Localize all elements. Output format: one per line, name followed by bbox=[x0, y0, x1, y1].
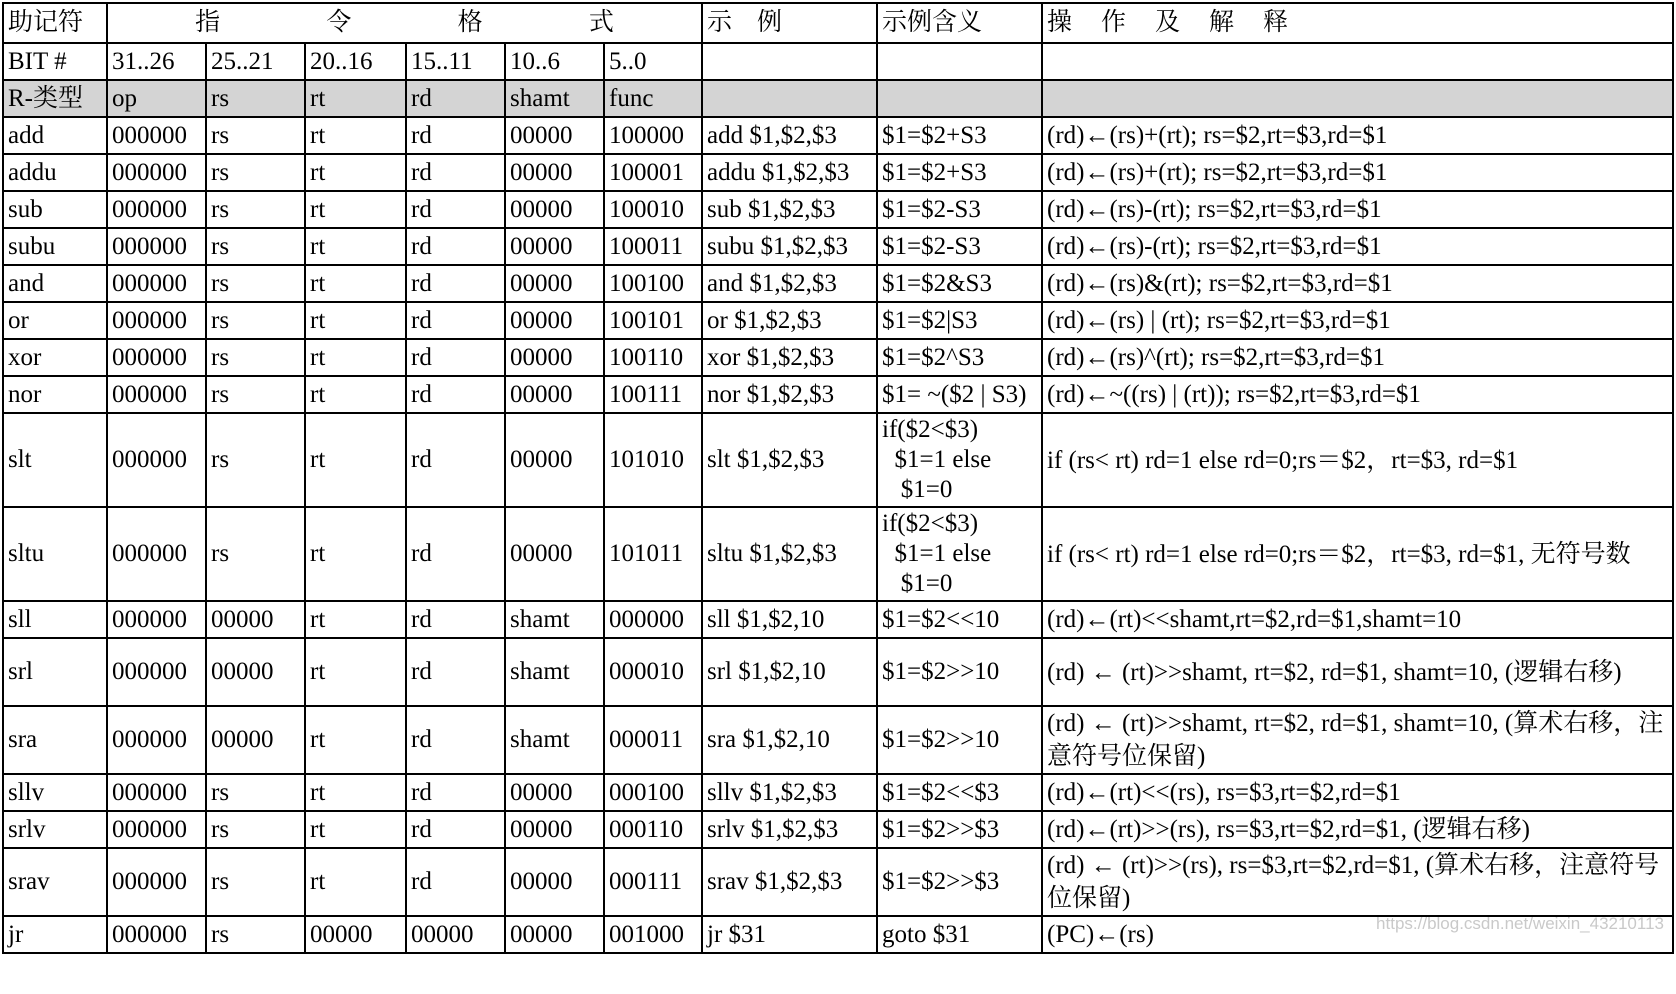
instruction-row-cell: 000000 bbox=[107, 706, 206, 774]
instruction-row-cell: 000000 bbox=[107, 191, 206, 228]
bit-range-row-cell: BIT # bbox=[3, 43, 107, 80]
instruction-row-cell: $1=$2&S3 bbox=[877, 265, 1042, 302]
instruction-row-cell: srav $1,$2,$3 bbox=[702, 848, 877, 916]
instruction-row-cell: rs bbox=[206, 117, 305, 154]
instruction-row-cell: rt bbox=[305, 601, 406, 638]
instruction-row-cell: 101010 bbox=[604, 413, 702, 507]
instruction-row-cell: $1=$2<<$3 bbox=[877, 774, 1042, 811]
instruction-row-cell: 100100 bbox=[604, 265, 702, 302]
instruction-row-cell: 000000 bbox=[107, 848, 206, 916]
instruction-row-cell: subu $1,$2,$3 bbox=[702, 228, 877, 265]
instruction-row-cell: 00000 bbox=[505, 811, 604, 848]
r-type-row-cell: rs bbox=[206, 80, 305, 117]
instruction-row-cell: sub $1,$2,$3 bbox=[702, 191, 877, 228]
header-meaning: 示例含义 bbox=[877, 3, 1042, 43]
bit-range-row-cell bbox=[1042, 43, 1673, 80]
instruction-row-cell: slt bbox=[3, 413, 107, 507]
instruction-row-cell: 000000 bbox=[107, 413, 206, 507]
instruction-row-cell: rs bbox=[206, 154, 305, 191]
instruction-row-cell: if($2<$3) $1=1 else $1=0 bbox=[877, 507, 1042, 601]
header-format-char: 式 bbox=[588, 9, 614, 36]
instruction-row-cell: $1=$2|S3 bbox=[877, 302, 1042, 339]
instruction-row-cell: (PC)←(rs) bbox=[1042, 916, 1673, 953]
instruction-row-cell: 000000 bbox=[107, 601, 206, 638]
instruction-row-cell: 00000 bbox=[505, 191, 604, 228]
instruction-row-cell: rt bbox=[305, 228, 406, 265]
instruction-row-cell: 00000 bbox=[505, 413, 604, 507]
instruction-row-cell: (rd)←(rs)-(rt); rs=$2,rt=$3,rd=$1 bbox=[1042, 191, 1673, 228]
instruction-row bbox=[3, 507, 1673, 601]
instruction-row bbox=[3, 848, 1673, 916]
instruction-row-cell: (rd)←(rt)<<(rs), rs=$3,rt=$2,rd=$1 bbox=[1042, 774, 1673, 811]
instruction-row bbox=[3, 191, 1673, 228]
instruction-row-cell: rd bbox=[406, 848, 505, 916]
instruction-row bbox=[3, 339, 1673, 376]
instruction-row-cell: (rd)←(rs)+(rt); rs=$2,rt=$3,rd=$1 bbox=[1042, 117, 1673, 154]
instruction-row-cell: (rd)←(rt)>>(rs), rs=$3,rt=$2,rd=$1, (逻辑右移) bbox=[1042, 811, 1673, 848]
instruction-row-cell: xor $1,$2,$3 bbox=[702, 339, 877, 376]
instruction-row-cell: (rd)←(rs)-(rt); rs=$2,rt=$3,rd=$1 bbox=[1042, 228, 1673, 265]
instruction-row bbox=[3, 376, 1673, 413]
bit-range-row-cell: 5..0 bbox=[604, 43, 702, 80]
instruction-row-cell: 000000 bbox=[107, 265, 206, 302]
instruction-row-cell: subu bbox=[3, 228, 107, 265]
instruction-row-cell: 00000 bbox=[505, 916, 604, 953]
instruction-row-cell: 000000 bbox=[107, 811, 206, 848]
instruction-row-cell: slt $1,$2,$3 bbox=[702, 413, 877, 507]
instruction-row-cell: 000110 bbox=[604, 811, 702, 848]
instruction-row-cell: 000000 bbox=[107, 228, 206, 265]
instruction-row-cell: 000111 bbox=[604, 848, 702, 916]
instruction-row-cell: 00000 bbox=[505, 507, 604, 601]
header-format-char: 格 bbox=[457, 9, 483, 36]
instruction-row-cell: rs bbox=[206, 848, 305, 916]
header-row bbox=[3, 3, 1673, 43]
instruction-row-cell: sllv bbox=[3, 774, 107, 811]
instruction-row-cell: rd bbox=[406, 706, 505, 774]
instruction-row-cell: 00000 bbox=[505, 376, 604, 413]
instruction-row-cell: $1=$2>>$3 bbox=[877, 848, 1042, 916]
instruction-row-cell: 00000 bbox=[505, 228, 604, 265]
bit-range-row-cell: 25..21 bbox=[206, 43, 305, 80]
instruction-row-cell: 000000 bbox=[107, 154, 206, 191]
instruction-row-cell: if (rs< rt) rd=1 else rd=0;rs＝$2，rt=$3, rd=$1, 无符号数 bbox=[1042, 507, 1673, 601]
instruction-row-cell: 000000 bbox=[107, 507, 206, 601]
instruction-row-cell: srl bbox=[3, 638, 107, 706]
instruction-row-cell: 00000 bbox=[505, 339, 604, 376]
instruction-row-cell: and bbox=[3, 265, 107, 302]
instruction-row-cell: 000000 bbox=[107, 339, 206, 376]
instruction-row-cell: sltu bbox=[3, 507, 107, 601]
instruction-row-cell: sub bbox=[3, 191, 107, 228]
instruction-row-cell: addu bbox=[3, 154, 107, 191]
instruction-row-cell: rt bbox=[305, 413, 406, 507]
instruction-row-cell: rd bbox=[406, 811, 505, 848]
instruction-row-cell: 100001 bbox=[604, 154, 702, 191]
instruction-row-cell: 00000 bbox=[505, 117, 604, 154]
instruction-row-cell: rt bbox=[305, 302, 406, 339]
instruction-row-cell: 000000 bbox=[107, 638, 206, 706]
instruction-row-cell: $1=$2^S3 bbox=[877, 339, 1042, 376]
instruction-row-cell: (rd)←(rs)&(rt); rs=$2,rt=$3,rd=$1 bbox=[1042, 265, 1673, 302]
instruction-row bbox=[3, 117, 1673, 154]
instruction-row-cell: sllv $1,$2,$3 bbox=[702, 774, 877, 811]
instruction-row-cell: jr $31 bbox=[702, 916, 877, 953]
instruction-row bbox=[3, 601, 1673, 638]
instruction-row-cell: rt bbox=[305, 265, 406, 302]
instruction-row-cell: rt bbox=[305, 339, 406, 376]
bit-range-row-cell: 31..26 bbox=[107, 43, 206, 80]
instruction-row-cell: 00000 bbox=[206, 638, 305, 706]
instruction-row-cell: 00000 bbox=[505, 302, 604, 339]
instruction-row-cell: sra $1,$2,10 bbox=[702, 706, 877, 774]
instruction-row-cell: rt bbox=[305, 191, 406, 228]
instruction-row-cell: rs bbox=[206, 507, 305, 601]
bit-range-row-cell bbox=[877, 43, 1042, 80]
instruction-row-cell: rd bbox=[406, 774, 505, 811]
r-type-row-cell: rd bbox=[406, 80, 505, 117]
instruction-row-cell: rs bbox=[206, 774, 305, 811]
r-type-row-cell: rt bbox=[305, 80, 406, 117]
instruction-row-cell: 00000 bbox=[305, 916, 406, 953]
instruction-row-cell: or $1,$2,$3 bbox=[702, 302, 877, 339]
instruction-row-cell: rd bbox=[406, 228, 505, 265]
instruction-row-cell: 00000 bbox=[406, 916, 505, 953]
instruction-row-cell: srlv bbox=[3, 811, 107, 848]
header-instruction-format bbox=[107, 3, 702, 43]
r-type-row-cell: func bbox=[604, 80, 702, 117]
instruction-row-cell: 00000 bbox=[505, 265, 604, 302]
instruction-row-cell: 000000 bbox=[107, 774, 206, 811]
instruction-row bbox=[3, 228, 1673, 265]
instruction-row-cell: 000011 bbox=[604, 706, 702, 774]
instruction-row-cell: sll $1,$2,10 bbox=[702, 601, 877, 638]
header-format-char: 令 bbox=[326, 9, 352, 36]
instruction-row-cell: $1=$2-S3 bbox=[877, 228, 1042, 265]
instruction-row-cell: 001000 bbox=[604, 916, 702, 953]
instruction-row-cell: add bbox=[3, 117, 107, 154]
r-type-row-cell: op bbox=[107, 80, 206, 117]
instruction-row-cell: $1=$2>>10 bbox=[877, 706, 1042, 774]
instruction-row bbox=[3, 265, 1673, 302]
instruction-row-cell: 00000 bbox=[505, 848, 604, 916]
instruction-row-cell: or bbox=[3, 302, 107, 339]
instruction-row-cell: addu $1,$2,$3 bbox=[702, 154, 877, 191]
instruction-row-cell: srav bbox=[3, 848, 107, 916]
instruction-row-cell: (rd)←(rs)+(rt); rs=$2,rt=$3,rd=$1 bbox=[1042, 154, 1673, 191]
instruction-row-cell: rd bbox=[406, 376, 505, 413]
instruction-row-cell: rt bbox=[305, 811, 406, 848]
instruction-row-cell: 101011 bbox=[604, 507, 702, 601]
header-mnemonic: 助记符 bbox=[3, 3, 107, 43]
instruction-row-cell: rd bbox=[406, 638, 505, 706]
instruction-row bbox=[3, 413, 1673, 507]
bit-range-row-cell bbox=[702, 43, 877, 80]
instruction-row bbox=[3, 302, 1673, 339]
instruction-row-cell: srl $1,$2,10 bbox=[702, 638, 877, 706]
instruction-row-cell: rd bbox=[406, 601, 505, 638]
instruction-row bbox=[3, 154, 1673, 191]
instruction-row-cell: rs bbox=[206, 265, 305, 302]
instruction-row-cell: 000000 bbox=[604, 601, 702, 638]
instruction-row-cell: rt bbox=[305, 774, 406, 811]
instruction-row-cell: nor bbox=[3, 376, 107, 413]
instruction-row-cell: rs bbox=[206, 376, 305, 413]
instruction-row bbox=[3, 706, 1673, 774]
instruction-row-cell: rs bbox=[206, 413, 305, 507]
instruction-row-cell: sll bbox=[3, 601, 107, 638]
instruction-row bbox=[3, 774, 1673, 811]
instruction-row-cell: 00000 bbox=[505, 774, 604, 811]
r-type-row-cell: shamt bbox=[505, 80, 604, 117]
header-format-char: 指 bbox=[195, 9, 221, 36]
instruction-row bbox=[3, 638, 1673, 706]
instruction-row-cell: (rd)←(rt)<<shamt,rt=$2,rd=$1,shamt=10 bbox=[1042, 601, 1673, 638]
instruction-row-cell: rs bbox=[206, 228, 305, 265]
instruction-row-cell: srlv $1,$2,$3 bbox=[702, 811, 877, 848]
bit-range-row-cell: 20..16 bbox=[305, 43, 406, 80]
instruction-row-cell: (rd) ← (rt)>>(rs), rs=$3,rt=$2,rd=$1, (算术右移，注意符号位保留) bbox=[1042, 848, 1673, 916]
instruction-row-cell: 00000 bbox=[206, 706, 305, 774]
bit-range-row bbox=[3, 43, 1673, 80]
instruction-row-cell: (rd) ← (rt)>>shamt, rt=$2, rd=$1, shamt=10, (算术右移，注意符号位保留) bbox=[1042, 706, 1673, 774]
bit-range-row-cell: 15..11 bbox=[406, 43, 505, 80]
instruction-row-cell: shamt bbox=[505, 706, 604, 774]
instruction-row-cell: nor $1,$2,$3 bbox=[702, 376, 877, 413]
instruction-row-cell: (rd)←(rs)^(rt); rs=$2,rt=$3,rd=$1 bbox=[1042, 339, 1673, 376]
instruction-row-cell: goto $31 bbox=[877, 916, 1042, 953]
instruction-row-cell: 100111 bbox=[604, 376, 702, 413]
r-type-row bbox=[3, 80, 1673, 117]
instruction-row-cell: $1=$2>>10 bbox=[877, 638, 1042, 706]
instruction-row-cell: 00000 bbox=[206, 601, 305, 638]
instruction-row-cell: 000000 bbox=[107, 302, 206, 339]
instruction-row-cell: rt bbox=[305, 638, 406, 706]
instruction-row-cell: add $1,$2,$3 bbox=[702, 117, 877, 154]
instruction-row-cell: rt bbox=[305, 507, 406, 601]
instruction-row-cell: 100010 bbox=[604, 191, 702, 228]
instruction-row-cell: 000010 bbox=[604, 638, 702, 706]
instruction-row-cell: rd bbox=[406, 302, 505, 339]
instruction-row-cell: shamt bbox=[505, 601, 604, 638]
instruction-row-cell: rt bbox=[305, 376, 406, 413]
instruction-row-cell: 100110 bbox=[604, 339, 702, 376]
instruction-row-cell: rt bbox=[305, 706, 406, 774]
instruction-row-cell: and $1,$2,$3 bbox=[702, 265, 877, 302]
instruction-row-cell: 100011 bbox=[604, 228, 702, 265]
header-operation: 操 作 及 解 释 bbox=[1042, 3, 1673, 43]
instruction-row-cell: $1= ~($2 | S3) bbox=[877, 376, 1042, 413]
instruction-row-cell: 000000 bbox=[107, 117, 206, 154]
instruction-row-cell: $1=$2<<10 bbox=[877, 601, 1042, 638]
instruction-row-cell: rs bbox=[206, 339, 305, 376]
instruction-row-cell: rd bbox=[406, 154, 505, 191]
instruction-row-cell: rs bbox=[206, 302, 305, 339]
header-example: 示 例 bbox=[702, 3, 877, 43]
instruction-row-cell: 000100 bbox=[604, 774, 702, 811]
instruction-row-cell: rt bbox=[305, 154, 406, 191]
instruction-row-cell: rt bbox=[305, 848, 406, 916]
instruction-row-cell: $1=$2-S3 bbox=[877, 191, 1042, 228]
instruction-row-cell: if (rs< rt) rd=1 else rd=0;rs＝$2，rt=$3, rd=$1 bbox=[1042, 413, 1673, 507]
instruction-row-cell: $1=$2>>$3 bbox=[877, 811, 1042, 848]
instruction-row-cell: rd bbox=[406, 339, 505, 376]
instruction-row-cell: 000000 bbox=[107, 376, 206, 413]
watermark-text: https://blog.csdn.net/weixin_43210113 bbox=[1376, 914, 1664, 933]
r-type-row-cell bbox=[877, 80, 1042, 117]
instruction-row-cell: if($2<$3) $1=1 else $1=0 bbox=[877, 413, 1042, 507]
instruction-row-cell: shamt bbox=[505, 638, 604, 706]
instruction-row-cell: 00000 bbox=[505, 154, 604, 191]
r-type-row-cell bbox=[1042, 80, 1673, 117]
instruction-row-cell: rs bbox=[206, 916, 305, 953]
instruction-row-cell: $1=$2+S3 bbox=[877, 117, 1042, 154]
instruction-row-cell: rs bbox=[206, 811, 305, 848]
instruction-row-cell: xor bbox=[3, 339, 107, 376]
instruction-row-cell: $1=$2+S3 bbox=[877, 154, 1042, 191]
r-type-row-cell bbox=[702, 80, 877, 117]
instruction-row-cell: rd bbox=[406, 191, 505, 228]
instruction-row-cell: rd bbox=[406, 507, 505, 601]
instruction-format-table bbox=[2, 2, 1674, 954]
instruction-row-cell: rd bbox=[406, 265, 505, 302]
instruction-row-cell: (rd)←(rs) | (rt); rs=$2,rt=$3,rd=$1 bbox=[1042, 302, 1673, 339]
instruction-row-cell: jr bbox=[3, 916, 107, 953]
instruction-row-cell: rd bbox=[406, 413, 505, 507]
instruction-row-cell: sra bbox=[3, 706, 107, 774]
bit-range-row-cell: 10..6 bbox=[505, 43, 604, 80]
instruction-row-cell: 000000 bbox=[107, 916, 206, 953]
instruction-row-cell: rs bbox=[206, 191, 305, 228]
instruction-row-cell: rd bbox=[406, 117, 505, 154]
instruction-row-cell: rt bbox=[305, 117, 406, 154]
instruction-row-cell: 100000 bbox=[604, 117, 702, 154]
instruction-row-cell: sltu $1,$2,$3 bbox=[702, 507, 877, 601]
instruction-row-cell: (rd)←~((rs) | (rt)); rs=$2,rt=$3,rd=$1 bbox=[1042, 376, 1673, 413]
instruction-row bbox=[3, 811, 1673, 848]
r-type-row-cell: R-类型 bbox=[3, 80, 107, 117]
instruction-row-cell: (rd) ← (rt)>>shamt, rt=$2, rd=$1, shamt=10, (逻辑右移) bbox=[1042, 638, 1673, 706]
instruction-row-cell: 100101 bbox=[604, 302, 702, 339]
